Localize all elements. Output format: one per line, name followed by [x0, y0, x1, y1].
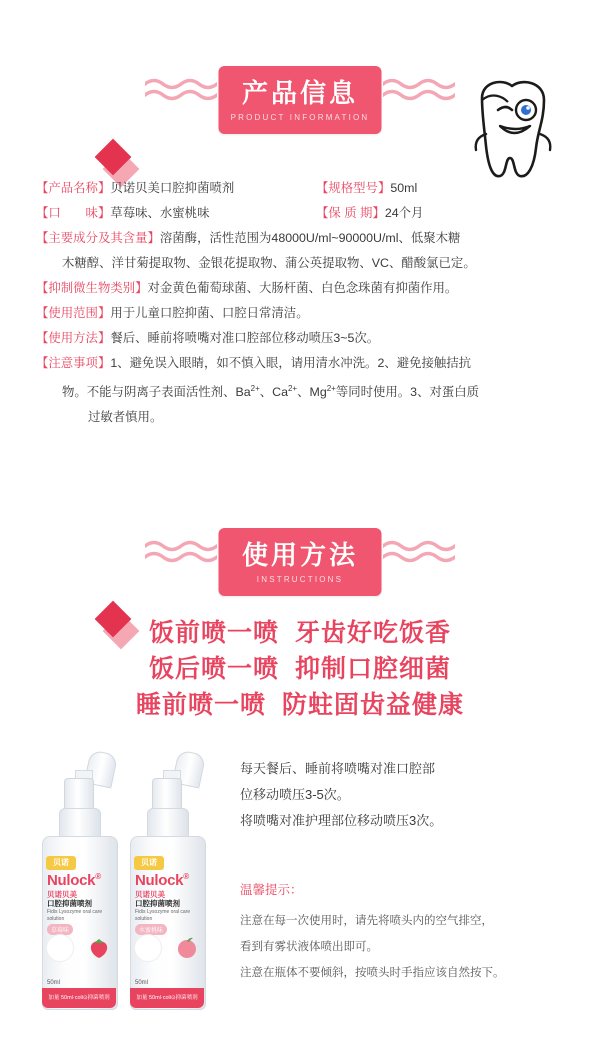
- slogan-line-2: [0, 651, 600, 687]
- product-info-title-box: [219, 66, 382, 134]
- bottle-reg-mark: ®: [95, 872, 101, 881]
- info-value-microbe: 对金黄色葡萄球菌、大肠杆菌、白色念珠菌有抑菌作用。: [147, 281, 458, 295]
- info-label-shelf: 【保 质 期】: [316, 206, 385, 220]
- info-sup-3: 2+: [326, 384, 336, 393]
- wave-decor-right: [383, 78, 455, 104]
- info-row-spec: [316, 176, 417, 201]
- slogan-1-left: 饭前喷一喷: [148, 619, 279, 647]
- info-value-caution2a: 物。不能与阴离子表面活性剂、Ba: [62, 385, 251, 400]
- slogan-line-3: [0, 687, 600, 723]
- bottle-flavor-tag: 草莓味: [47, 924, 73, 935]
- info-row-method: [36, 326, 564, 351]
- slogan-2-right: 抑制口腔细菌: [295, 655, 452, 683]
- info-value-name: 贝诺贝美口腔抑菌喷剂: [110, 181, 235, 195]
- slogan-3-left: 睡前喷一喷: [135, 691, 266, 719]
- peach-icon: [174, 934, 200, 960]
- bottle2-cn-name: 贝诺贝美: [135, 890, 165, 899]
- info-value-caution2b: 、Ca: [259, 385, 288, 400]
- bottle-brand-name: [47, 872, 113, 889]
- info-label-flavor: 【口 味】: [36, 206, 111, 220]
- info-sup-1: 2+: [250, 384, 260, 393]
- wave-decor-right-2: [383, 540, 455, 566]
- info-value-caution: 1、避免误入眼睛，如不慎入眼，请用清水冲洗。2、避免接触拮抗: [110, 356, 472, 370]
- product-bottles-image: [34, 742, 224, 1012]
- wave-decor-left: [145, 78, 217, 104]
- info-value-shelf: 24个月: [384, 206, 424, 220]
- bottle-en-name: Fidis Lysozyme oral care solution: [47, 909, 103, 922]
- info-value-ingredients2: 木糖醇、洋甘菊提取物、金银花提取物、蒲公英提取物、VC、醋酸氯已定。: [62, 256, 476, 270]
- info-value-caution3: 过敏者慎用。: [88, 410, 163, 425]
- slogan-1-right: 牙齿好吃饭香: [295, 619, 452, 647]
- bottle2-brand-text: Nulock: [135, 872, 184, 889]
- bottle-footer-text: 加量 50ml·coli⊙抑菌喷剂: [42, 988, 116, 1008]
- wave-decor-left-2: [145, 540, 217, 566]
- bottle-strawberry: [42, 748, 116, 1008]
- tips-title: 温馨提示：: [240, 883, 303, 897]
- slogan-line-1: [0, 615, 600, 651]
- bottle2-volume: 50ml: [135, 980, 149, 986]
- info-label-ingredients: 【主要成分及其含量】: [36, 231, 160, 245]
- info-row-caution: [36, 351, 564, 376]
- bottle-volume: 50ml: [47, 980, 61, 986]
- tip-line-1: 注意在每一次使用时，请先将喷头内的空气排空，: [240, 915, 493, 927]
- tip-line-2: 看到有雾状液体喷出即可。: [240, 941, 378, 953]
- usage-line-1: 每天餐后、睡前将喷嘴对准口腔部: [240, 761, 436, 776]
- product-info-list: [36, 176, 564, 430]
- bottle2-brand-name: [135, 872, 201, 889]
- tips-block: [240, 908, 570, 986]
- bottle-cn-name-2: 口腔抑菌喷剂: [47, 899, 92, 908]
- bottle-peach: [130, 748, 204, 1008]
- bottle-logo-bar: [46, 856, 112, 872]
- info-row-name: [36, 176, 564, 201]
- usage-line-2: 位移动喷压3-5次。: [240, 787, 350, 802]
- info-label-microbe: 【抑制微生物类别】: [36, 281, 148, 295]
- strawberry-icon: [86, 934, 112, 960]
- info-label-scope: 【使用范围】: [36, 306, 111, 320]
- instructions-title-cn: 使用方法: [241, 540, 358, 570]
- slogan-2-left: 饭后喷一喷: [148, 655, 279, 683]
- bottle2-footer-text: 加量 50ml·coli⊙抑菌喷剂: [130, 988, 204, 1008]
- usage-line-3: 将喷嘴对准护理部位移动喷压3次。: [240, 813, 443, 828]
- bottle2-cn-name-2: 口腔抑菌喷剂: [135, 899, 180, 908]
- info-row-flavor: [36, 201, 564, 226]
- info-row-microbe: [36, 276, 564, 301]
- bottle2-kid-illustration: [134, 934, 162, 962]
- instructions-header: [0, 510, 600, 630]
- info-label-method: 【使用方法】: [36, 331, 111, 345]
- info-row-ingredients: [36, 226, 564, 251]
- bottle-kid-illustration: [46, 934, 74, 962]
- info-row-ingredients-cont: [36, 251, 564, 276]
- info-label-name: 【产品名称】: [36, 181, 111, 195]
- bottle-cn-name: 贝诺贝美: [47, 890, 77, 899]
- info-value-scope: 用于儿童口腔抑菌、口腔日常清洁。: [110, 306, 309, 320]
- bottle2-en-name: Fidis Lysozyme oral care solution: [135, 909, 191, 922]
- usage-text-block: [240, 756, 570, 834]
- bottle-logo: 贝诺: [46, 856, 76, 870]
- slogan-block: [0, 615, 600, 723]
- product-info-header: [0, 48, 600, 168]
- bottle-brand-text: Nulock: [47, 872, 96, 889]
- info-value-method: 餐后、睡前将喷嘴对准口腔部位移动喷压3~5次。: [110, 331, 380, 345]
- bottle2-flavor-tag: 水蜜桃味: [135, 924, 167, 935]
- bottle2-logo: 贝诺: [134, 856, 164, 870]
- product-info-title-cn: 产品信息: [241, 78, 358, 108]
- info-sup-2: 2+: [287, 384, 298, 393]
- instructions-title-en: INSTRUCTIONS: [256, 575, 344, 584]
- info-value-flavor: 草莓味、水蜜桃味: [110, 206, 210, 220]
- product-info-title-en: PRODUCT INFORMATION: [230, 113, 370, 122]
- tip-line-3: 注意在瓶体不要倾斜，按喷头时手指应该自然按下。: [240, 967, 505, 979]
- info-row-shelf: [316, 201, 423, 226]
- bottle2-reg-mark: ®: [183, 872, 189, 881]
- info-value-caution2c: 、Mg: [297, 385, 327, 400]
- info-label-caution: 【注意事项】: [36, 356, 111, 370]
- instructions-title-box: [219, 528, 382, 596]
- info-row-caution-cont2: [36, 405, 564, 430]
- info-label-spec: 【规格型号】: [316, 181, 391, 195]
- bottle2-logo-bar: [134, 856, 200, 872]
- slogan-3-right: 防蛀固齿益健康: [282, 691, 465, 719]
- info-value-ingredients: 溶菌酶，活性范围为48000U/ml~90000U/ml、低聚木糖: [159, 231, 461, 245]
- info-value-spec: 50ml: [390, 181, 418, 195]
- info-row-caution-cont: [36, 376, 564, 405]
- info-value-caution2d: 等同时使用。3、对蛋白质: [335, 385, 480, 400]
- tooth-mascot-icon: [452, 70, 572, 190]
- info-row-scope: [36, 301, 564, 326]
